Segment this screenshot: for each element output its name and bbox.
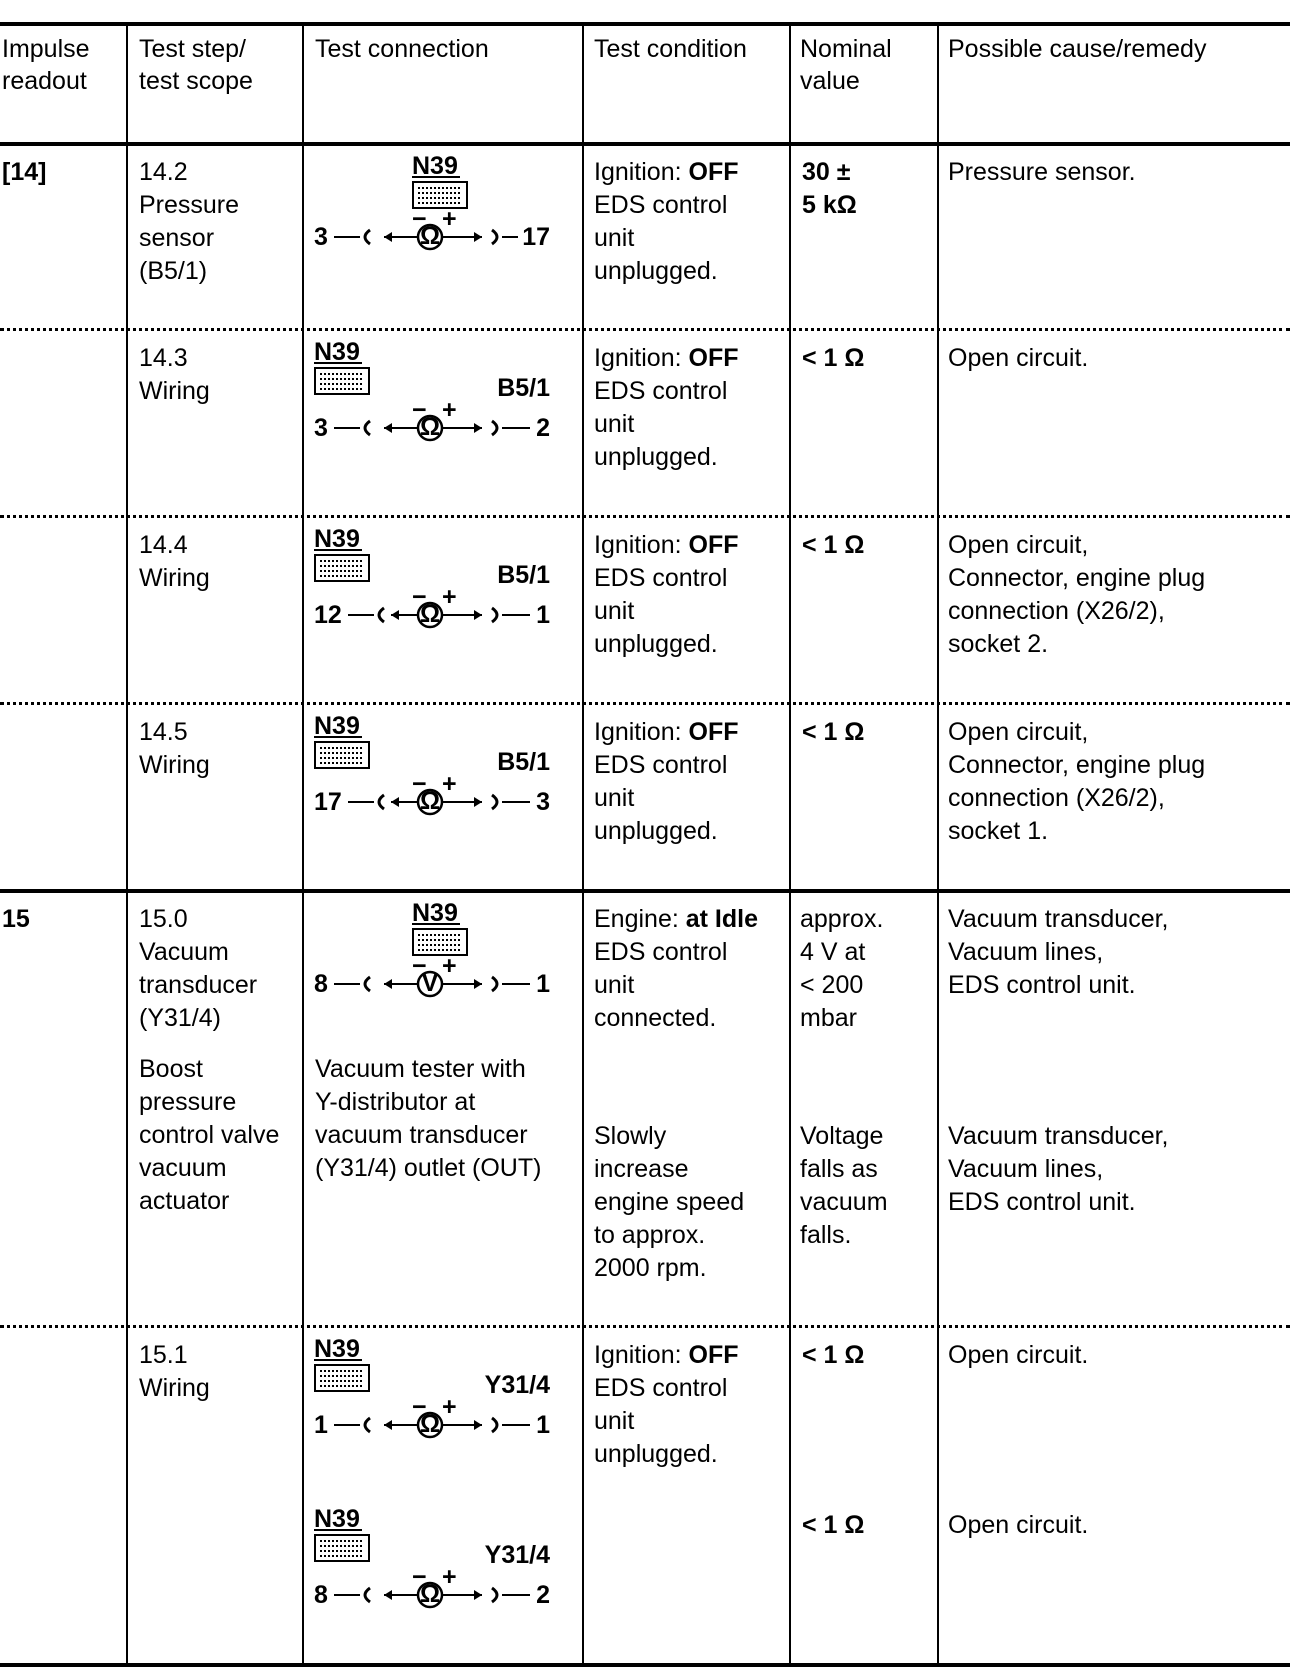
arrow-icon: [391, 797, 399, 807]
impulse-readout: 15: [2, 905, 30, 933]
component-label: B5/1: [497, 748, 550, 776]
condition-state: OFF: [688, 718, 739, 746]
test-step: 15.0 Vacuum transducer (Y31/4): [139, 905, 258, 1032]
control-unit-label: N39: [314, 1505, 360, 1533]
arrow-icon: [474, 1590, 482, 1600]
header-possible-cause: Possible cause/remedy: [948, 35, 1207, 63]
left-plug-icon: [365, 1418, 370, 1432]
column-rule: [126, 22, 128, 1667]
schematic-svg: [312, 1333, 562, 1453]
arrow-icon: [384, 1590, 392, 1600]
control-unit-label: N39: [314, 1335, 360, 1363]
condition-prefix: Ignition:: [594, 718, 689, 746]
test-step-secondary: Boost pressure control valve vacuum actuator: [139, 1055, 280, 1215]
row-divider: [0, 515, 1290, 518]
schematic-svg: [312, 150, 562, 270]
arrow-icon: [474, 232, 482, 242]
table-top-rule: [0, 22, 1290, 26]
minus-sign: −: [412, 1393, 427, 1421]
test-step: 14.5 Wiring: [139, 718, 210, 779]
test-step: 15.1 Wiring: [139, 1341, 210, 1402]
condition-detail: EDS control unit unplugged.: [594, 564, 728, 658]
plus-sign: +: [442, 1563, 457, 1591]
component-label: Y31/4: [484, 1541, 550, 1569]
possible-cause-secondary: Vacuum transducer, Vacuum lines, EDS control unit.: [948, 1122, 1169, 1216]
condition-prefix: Ignition:: [594, 158, 689, 186]
column-rule: [937, 22, 939, 1667]
component-label: Y31/4: [484, 1371, 550, 1399]
meter-symbol: Ω: [419, 1580, 441, 1608]
schematic-svg: [312, 523, 562, 643]
test-step: 14.3 Wiring: [139, 344, 210, 405]
test-condition: [594, 156, 739, 288]
control-unit-label: N39: [412, 899, 458, 927]
right-plug-icon: [492, 608, 497, 622]
arrow-icon: [391, 610, 399, 620]
right-plug-icon: [492, 1418, 497, 1432]
test-connection-diagram-secondary: [312, 1503, 562, 1623]
schematic-svg: [312, 336, 562, 456]
nominal-value-secondary: < 1 Ω: [802, 1511, 865, 1539]
left-pin-number: 1: [314, 1411, 328, 1439]
column-rule: [302, 22, 304, 1667]
condition-state: OFF: [688, 344, 739, 372]
right-plug-icon: [492, 977, 497, 991]
left-pin-number: 17: [314, 788, 342, 816]
left-pin-number: 12: [314, 601, 342, 629]
impulse-readout: [14]: [2, 158, 47, 186]
right-plug-icon: [492, 1588, 497, 1602]
control-unit-label: N39: [412, 152, 458, 180]
minus-sign: −: [412, 770, 427, 798]
test-connection-diagram: [312, 150, 562, 270]
right-pin-number: 2: [536, 414, 550, 442]
left-plug-icon: [379, 795, 384, 809]
meter-symbol: V: [421, 969, 439, 997]
left-pin-number: 8: [314, 970, 328, 998]
left-plug-icon: [365, 1588, 370, 1602]
header-test-connection: Test connection: [315, 35, 489, 63]
arrow-icon: [474, 610, 482, 620]
right-pin-number: 1: [536, 601, 550, 629]
condition-detail: EDS control unit connected.: [594, 938, 728, 1032]
arrow-icon: [384, 232, 392, 242]
condition-prefix: Ignition:: [594, 344, 689, 372]
condition-state: OFF: [688, 531, 739, 559]
test-step: 14.4 Wiring: [139, 531, 210, 592]
condition-state: at Idle: [685, 905, 758, 933]
header-impulse-readout: Impulse readout: [2, 35, 90, 95]
arrow-icon: [474, 1420, 482, 1430]
possible-cause: Vacuum transducer, Vacuum lines, EDS control unit.: [948, 905, 1169, 999]
right-pin-number: 1: [536, 1411, 550, 1439]
row-divider: [0, 702, 1290, 705]
possible-cause: Open circuit.: [948, 344, 1089, 372]
test-connection-diagram: [312, 710, 562, 830]
schematic-svg: [312, 710, 562, 830]
possible-cause: Open circuit, Connector, engine plug connection (X26/2), socket 2.: [948, 531, 1206, 658]
possible-cause-secondary: Open circuit.: [948, 1511, 1089, 1539]
connector-block-icon: [315, 555, 369, 581]
test-connection-diagram: [312, 336, 562, 456]
minus-sign: −: [412, 396, 427, 424]
condition-state: OFF: [688, 1341, 739, 1369]
connector-block-icon: [315, 742, 369, 768]
plus-sign: +: [442, 1393, 457, 1421]
section-divider: [0, 889, 1290, 893]
right-pin-number: 2: [536, 1581, 550, 1609]
schematic-svg: [312, 1503, 562, 1623]
nominal-value-secondary: Voltage falls as vacuum falls.: [800, 1122, 888, 1249]
meter-symbol: Ω: [419, 413, 441, 441]
condition-prefix: Ignition:: [594, 1341, 689, 1369]
condition-state: OFF: [688, 158, 739, 186]
arrow-icon: [474, 797, 482, 807]
possible-cause: Pressure sensor.: [948, 158, 1136, 186]
minus-sign: −: [412, 205, 427, 233]
component-label: B5/1: [497, 374, 550, 402]
control-unit-label: N39: [314, 712, 360, 740]
meter-symbol: Ω: [419, 787, 441, 815]
nominal-value: < 1 Ω: [802, 718, 865, 746]
plus-sign: +: [442, 952, 457, 980]
header-bottom-rule: [0, 142, 1290, 146]
test-connection-diagram: [312, 523, 562, 643]
left-plug-icon: [379, 608, 384, 622]
nominal-value: 30 ± 5 kΩ: [802, 158, 857, 219]
condition-detail: EDS control unit unplugged.: [594, 377, 728, 471]
schematic-svg: [312, 897, 562, 1017]
left-plug-icon: [365, 421, 370, 435]
component-label: B5/1: [497, 561, 550, 589]
left-pin-number: 3: [314, 414, 328, 442]
table-bottom-rule: [0, 1663, 1290, 1667]
condition-detail: EDS control unit unplugged.: [594, 751, 728, 845]
right-pin-number: 3: [536, 788, 550, 816]
test-condition: [594, 1339, 739, 1471]
nominal-value: < 1 Ω: [802, 1341, 865, 1369]
minus-sign: −: [412, 952, 427, 980]
right-plug-icon: [492, 230, 497, 244]
left-pin-number: 8: [314, 1581, 328, 1609]
right-plug-icon: [492, 795, 497, 809]
minus-sign: −: [412, 1563, 427, 1591]
possible-cause: Open circuit, Connector, engine plug connection (X26/2), socket 1.: [948, 718, 1206, 845]
plus-sign: +: [442, 396, 457, 424]
right-plug-icon: [492, 421, 497, 435]
test-condition-secondary: Slowly increase engine speed to approx. 2000 rpm.: [594, 1122, 745, 1282]
column-rule: [582, 22, 584, 1667]
nominal-value: < 1 Ω: [802, 344, 865, 372]
header-test-condition: Test condition: [594, 35, 747, 63]
connector-block-icon: [315, 1535, 369, 1561]
plus-sign: +: [442, 205, 457, 233]
left-pin-number: 3: [314, 223, 328, 251]
arrow-icon: [474, 979, 482, 989]
meter-symbol: Ω: [419, 600, 441, 628]
arrow-icon: [384, 423, 392, 433]
right-pin-number: 1: [536, 970, 550, 998]
possible-cause: Open circuit.: [948, 1341, 1089, 1369]
condition-detail: EDS control unit unplugged.: [594, 1374, 728, 1468]
test-connection-diagram: [312, 897, 562, 1017]
condition-detail: EDS control unit unplugged.: [594, 191, 728, 285]
connector-block-icon: [315, 368, 369, 394]
test-connection-text: Vacuum tester with Y-distributor at vacuum transducer (Y31/4) outlet (OUT): [315, 1055, 542, 1182]
header-test-step: Test step/ test scope: [139, 35, 253, 95]
meter-symbol: Ω: [419, 1410, 441, 1438]
control-unit-label: N39: [314, 338, 360, 366]
test-step: 14.2 Pressure sensor (B5/1): [139, 158, 240, 285]
test-condition: [594, 903, 758, 1035]
meter-symbol: Ω: [419, 222, 441, 250]
plus-sign: +: [442, 770, 457, 798]
condition-prefix: Engine:: [594, 905, 686, 933]
test-condition: [594, 342, 739, 474]
column-rule: [789, 22, 791, 1667]
arrow-icon: [474, 423, 482, 433]
test-condition: [594, 716, 739, 848]
connector-block-icon: [315, 1365, 369, 1391]
nominal-value: < 1 Ω: [802, 531, 865, 559]
condition-prefix: Ignition:: [594, 531, 689, 559]
test-connection-diagram: [312, 1333, 562, 1453]
header-nominal-value: Nominal value: [800, 35, 892, 95]
plus-sign: +: [442, 583, 457, 611]
row-divider: [0, 328, 1290, 331]
test-condition: [594, 529, 739, 661]
control-unit-label: N39: [314, 525, 360, 553]
left-plug-icon: [365, 230, 370, 244]
right-pin-number: 17: [522, 223, 550, 251]
arrow-icon: [384, 1420, 392, 1430]
arrow-icon: [384, 979, 392, 989]
nominal-value: approx. 4 V at < 200 mbar: [800, 905, 884, 1032]
row-divider: [0, 1325, 1290, 1328]
left-plug-icon: [365, 977, 370, 991]
minus-sign: −: [412, 583, 427, 611]
